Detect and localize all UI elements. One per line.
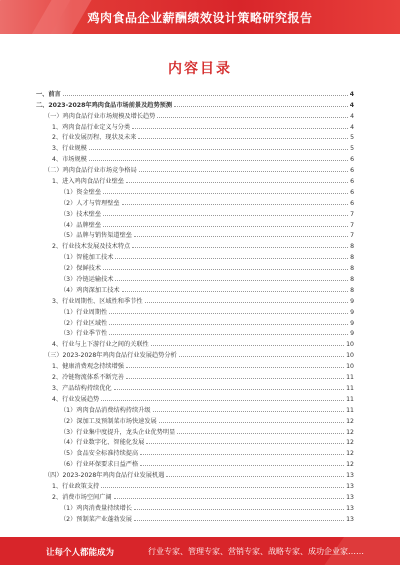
toc-page-number: 10 — [346, 341, 354, 349]
toc-entry-title: （2）深加工及预制菜市场快速发展 — [60, 417, 157, 425]
toc-leader-dots — [89, 149, 348, 150]
toc-leader-dots — [151, 345, 344, 346]
toc-entry[interactable] — [36, 239, 354, 250]
toc-entry[interactable] — [36, 425, 354, 436]
toc-leader-dots — [109, 313, 348, 314]
toc-leader-dots — [103, 193, 348, 194]
toc-leader-dots — [89, 160, 348, 161]
toc-page-number: 8 — [350, 276, 354, 284]
toc-page-number: 4 — [349, 90, 354, 98]
toc-entry[interactable] — [36, 490, 354, 501]
toc-entry-title: （3）冷链运输技术 — [60, 276, 114, 284]
toc-entry[interactable] — [36, 316, 354, 327]
toc-entry-title: （2）预制菜产业蓬勃发展 — [60, 515, 132, 523]
toc-leader-dots — [132, 128, 348, 129]
toc-page-number: 13 — [346, 472, 354, 480]
toc-entry-title: 3、行业规模 — [52, 145, 87, 153]
toc-entry[interactable] — [36, 98, 354, 109]
toc-leader-dots — [103, 215, 348, 216]
toc-page-number: 13 — [346, 515, 354, 523]
toc-entry-title: （1）行业周期性 — [60, 308, 108, 316]
toc-leader-dots — [174, 106, 348, 107]
toc-page-number: 7 — [350, 232, 354, 240]
toc-page-number: 4 — [349, 101, 354, 109]
toc-leader-dots — [179, 356, 344, 357]
toc-entry[interactable] — [36, 229, 354, 240]
toc-entry-title: （1）鸡肉消费量持续增长 — [60, 504, 132, 512]
toc-page-number: 6 — [350, 199, 354, 207]
toc-entry-title: 2、消费市场空间广阔 — [52, 493, 112, 501]
toc-entry[interactable] — [36, 512, 354, 523]
toc-leader-dots — [139, 171, 348, 172]
toc-entry-title: （4）鸡肉深加工技术 — [60, 286, 120, 294]
toc-page-number: 4 — [350, 123, 354, 131]
toc-entry-title: 4、行业发展趋势 — [52, 395, 100, 403]
toc-entry-title: 4、行业与上下游行业之间的关联性 — [52, 341, 149, 349]
toc-page-number: 7 — [350, 221, 354, 229]
toc-leader-dots — [140, 465, 344, 466]
footer-roles: 行业专家、管理专家、营销专家、战略专家、成功企业家…… — [148, 547, 364, 556]
toc-entry[interactable] — [36, 87, 354, 98]
toc-entry-title: （3）行业集中度提升，龙头企业优势明显 — [60, 428, 176, 436]
toc-page-number: 6 — [350, 178, 354, 186]
toc-page-number: 6 — [350, 167, 354, 175]
toc-entry[interactable] — [36, 392, 354, 403]
toc-entry-title: （4）行业数字化、智能化发展 — [60, 439, 145, 447]
toc-leader-dots — [101, 487, 344, 488]
toc-entry-title: （4）品牌壁垒 — [60, 221, 102, 229]
toc-leader-dots — [126, 378, 344, 379]
toc-leader-dots — [126, 182, 348, 183]
toc-entry-title: 2、冷链物流体系不断完善 — [52, 374, 124, 382]
toc-page-number: 11 — [346, 395, 354, 403]
toc-heading: 内容目录 — [168, 61, 232, 77]
toc-entry[interactable] — [36, 457, 354, 468]
toc-page-number: 11 — [346, 406, 354, 414]
toc-entry[interactable] — [36, 207, 354, 218]
table-of-contents — [36, 87, 354, 523]
toc-entry[interactable] — [36, 446, 354, 457]
toc-entry-title: （1）鸡肉食品消费结构持续升级 — [60, 406, 151, 414]
toc-leader-dots — [109, 324, 348, 325]
toc-leader-dots — [159, 422, 344, 423]
toc-page-number: 8 — [350, 243, 354, 251]
toc-page-number: 13 — [346, 493, 354, 501]
toc-page-number: 8 — [350, 254, 354, 262]
toc-page-number: 7 — [350, 210, 354, 218]
toc-entry-title: 1、行业政策支持 — [52, 482, 100, 490]
toc-page-number: 9 — [350, 330, 354, 338]
toc-leader-dots — [132, 247, 348, 248]
toc-entry-title: （2）人才与管理壁垒 — [60, 199, 120, 207]
toc-entry[interactable] — [36, 468, 354, 479]
toc-page-number: 12 — [346, 461, 354, 469]
toc-entry-title: （三）2023-2028年鸡肉食品行业发展趋势分析 — [44, 352, 177, 360]
toc-entry[interactable] — [36, 141, 354, 152]
toc-leader-dots — [122, 204, 348, 205]
toc-leader-dots — [103, 226, 348, 227]
toc-entry[interactable] — [36, 294, 354, 305]
toc-page-number: 5 — [350, 145, 354, 153]
toc-page-number: 12 — [346, 428, 354, 436]
toc-leader-dots — [134, 509, 344, 510]
toc-leader-dots — [122, 291, 348, 292]
toc-page-number: 12 — [346, 450, 354, 458]
toc-entry-title: 1、进入鸡肉食品行业壁垒 — [52, 178, 124, 186]
toc-entry[interactable] — [36, 403, 354, 414]
toc-entry[interactable] — [36, 359, 354, 370]
toc-entry[interactable] — [36, 337, 354, 348]
toc-entry[interactable] — [36, 185, 354, 196]
toc-entry-title: 2、行业发展历程、现状及未来 — [52, 134, 137, 142]
toc-page-number: 9 — [350, 308, 354, 316]
toc-leader-dots — [146, 443, 344, 444]
toc-entry-title: 1、健康消费观念持续增强 — [52, 363, 124, 371]
toc-page-number: 4 — [350, 112, 354, 120]
toc-leader-dots — [126, 367, 344, 368]
toc-entry[interactable] — [36, 348, 354, 359]
toc-leader-dots — [157, 117, 348, 118]
toc-page-number: 13 — [346, 504, 354, 512]
toc-leader-dots — [115, 258, 348, 259]
toc-leader-dots — [114, 498, 345, 499]
toc-leader-dots — [138, 138, 348, 139]
toc-entry-title: 二、2023-2028年鸡肉食品市场前景及趋势预测 — [36, 101, 173, 109]
toc-entry[interactable] — [36, 370, 354, 381]
toc-leader-dots — [166, 476, 344, 477]
toc-entry-title: （5）品牌与销售渠道壁垒 — [60, 232, 132, 240]
toc-entry-title: 2、行业技术发展及技术特点 — [52, 243, 131, 251]
toc-entry[interactable] — [36, 218, 354, 229]
toc-page-number: 8 — [350, 265, 354, 273]
toc-page-number: 13 — [346, 482, 354, 490]
toc-entry[interactable] — [36, 131, 354, 142]
toc-entry[interactable] — [36, 501, 354, 512]
toc-entry[interactable] — [36, 109, 354, 120]
toc-leader-dots — [153, 411, 345, 412]
toc-page-number: 9 — [350, 319, 354, 327]
toc-entry-title: （二）鸡肉食品行业市场竞争格局 — [44, 167, 137, 175]
toc-page-number: 12 — [346, 439, 354, 447]
toc-page-number: 6 — [350, 156, 354, 164]
toc-entry[interactable] — [36, 250, 354, 261]
toc-entry-title: （1）智能加工技术 — [60, 254, 114, 262]
toc-entry-title: （3）技术壁垒 — [60, 210, 102, 218]
toc-page-number: 11 — [346, 374, 354, 382]
toc-entry[interactable] — [36, 163, 354, 174]
toc-leader-dots — [140, 454, 344, 455]
toc-entry[interactable] — [36, 261, 354, 272]
toc-entry-title: 1、鸡肉食品行业定义与分类 — [52, 123, 131, 131]
toc-entry[interactable] — [36, 305, 354, 316]
toc-entry[interactable] — [36, 436, 354, 447]
toc-page-number: 9 — [350, 297, 354, 305]
toc-entry-title: （四）2023-2028年鸡肉食品行业发展机遇 — [44, 472, 165, 480]
toc-leader-dots — [145, 302, 349, 303]
toc-entry-title: （6）行业环保要求日益严格 — [60, 461, 139, 469]
toc-entry-title: 一、前言 — [36, 90, 61, 98]
toc-page-number: 12 — [346, 417, 354, 425]
toc-leader-dots — [115, 280, 348, 281]
toc-page-number: 10 — [346, 363, 354, 371]
toc-entry[interactable] — [36, 414, 354, 425]
toc-leader-dots — [134, 520, 344, 521]
report-title: 鸡肉食品企业薪酬绩效设计策略研究报告 — [87, 11, 313, 25]
toc-entry-title: （5）食品安全标准持续提高 — [60, 450, 139, 458]
toc-page-number: 10 — [346, 352, 354, 360]
footer-slogan: 让每个人都能成为 — [46, 548, 115, 558]
toc-entry-title: （1）资金壁垒 — [60, 188, 102, 196]
toc-entry[interactable] — [36, 479, 354, 490]
toc-page-number: 6 — [350, 188, 354, 196]
toc-leader-dots — [101, 400, 344, 401]
toc-entry[interactable] — [36, 120, 354, 131]
toc-leader-dots — [134, 236, 348, 237]
toc-entry-title: （2）保鲜技术 — [60, 265, 102, 273]
toc-page-number: 11 — [346, 384, 354, 392]
toc-entry-title: 3、行业周期性、区域性和季节性 — [52, 297, 143, 305]
toc-entry[interactable] — [36, 272, 354, 283]
toc-entry[interactable] — [36, 196, 354, 207]
toc-entry[interactable] — [36, 381, 354, 392]
toc-leader-dots — [109, 334, 348, 335]
toc-page-number: 8 — [350, 286, 354, 294]
toc-entry[interactable] — [36, 327, 354, 338]
toc-leader-dots — [114, 389, 345, 390]
toc-entry[interactable] — [36, 152, 354, 163]
toc-entry-title: （2）行业区域性 — [60, 319, 108, 327]
toc-entry-title: （一）鸡肉食品行业市场规模及增长趋势 — [44, 112, 156, 120]
toc-page-number: 5 — [350, 134, 354, 142]
header-bar — [0, 0, 400, 34]
toc-entry[interactable] — [36, 174, 354, 185]
toc-leader-dots — [103, 269, 348, 270]
toc-entry-title: （3）行业季节性 — [60, 330, 108, 338]
footer-bar — [0, 537, 400, 565]
toc-entry[interactable] — [36, 283, 354, 294]
toc-entry-title: 4、市场规模 — [52, 156, 87, 164]
toc-entry-title: 3、产品结构持续优化 — [52, 384, 112, 392]
toc-leader-dots — [177, 433, 344, 434]
toc-leader-dots — [63, 95, 348, 96]
